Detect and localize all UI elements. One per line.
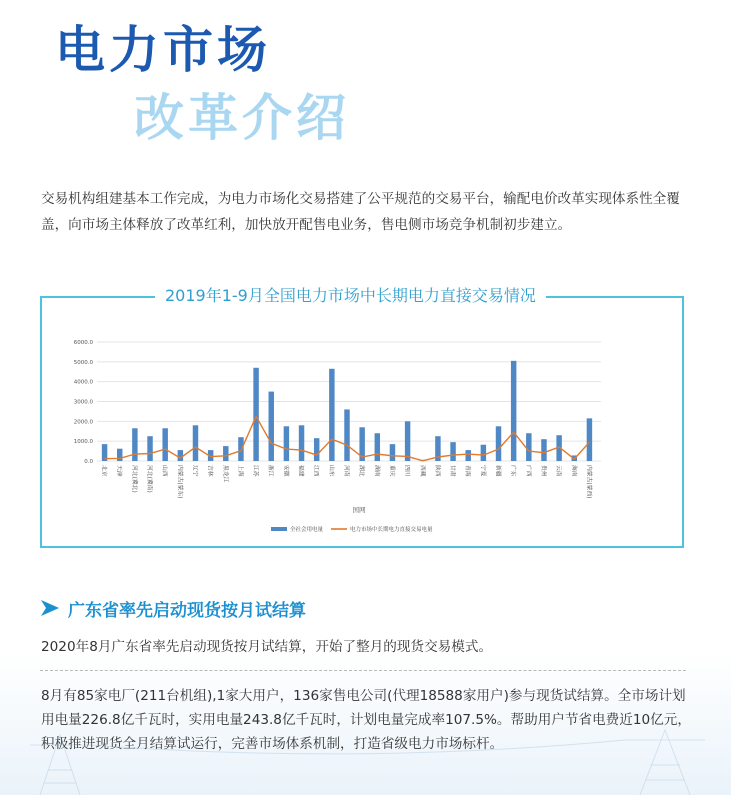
x-tick-label: 黑龙江 [221,465,228,483]
bar [465,450,470,461]
bar [481,445,486,461]
bar [132,428,137,461]
bar [147,436,152,461]
bar [253,368,258,461]
x-tick-label: 河北(冀北) [130,465,137,493]
bar [511,361,516,461]
x-tick-label: 吉林 [206,465,213,477]
bar [162,428,167,461]
x-tick-label: 安徽 [282,465,289,477]
bar [587,418,592,461]
x-tick-label: 广西 [524,465,531,477]
x-tick-label: 浙江 [267,465,274,477]
bar [117,449,122,461]
x-tick-label: 四川 [403,465,410,477]
bar [299,425,304,461]
x-tick-label: 山西 [161,465,168,477]
bar [223,446,228,461]
x-tick-label: 陕西 [433,465,440,477]
x-tick-label: 贵州 [539,465,546,477]
chevron-right-icon [40,599,60,617]
section-header [40,596,306,620]
bar [344,409,349,461]
bar [314,438,319,461]
legend-swatch-bar [271,527,287,531]
x-tick-label: 河北(冀南) [146,465,153,493]
x-tick-label: 内蒙古(蒙东) [176,465,183,499]
x-tick-label: 江西 [312,465,319,477]
bar [496,426,501,461]
legend-label: 电力市场中长期电力直接交易电量 [350,527,433,533]
x-tick-label: 江苏 [252,465,259,477]
x-tick-label: 辽宁 [191,465,198,477]
bar [269,392,274,461]
x-tick-label: 湖北 [358,465,365,477]
chart-title: 2019年1-9月全国电力市场中长期电力直接交易情况 [155,286,546,306]
y-tick-label: 0.0 [84,459,93,465]
x-tick-label: 山东 [327,465,334,477]
x-tick-label: 湖南 [373,465,380,477]
x-tick-label: 宁夏 [479,465,486,477]
section-title: 广东省率先启动现货按月试结算 [68,600,306,621]
intro-paragraph: 交易机构组建基本工作完成，为电力市场化交易搭建了公平规范的交易平台，输配电价改革实现体系性全覆盖，向市场主体释放了改革红利，加快放开配售电业务，售电侧市场竞争机制初步建立。 [41,191,680,233]
x-tick-label: 海南 [570,465,577,477]
section-paragraph-1: 2020年8月广东省率先启动现货按月试结算，开始了整月的现货交易模式。 [41,639,493,655]
x-tick-label: 重庆 [388,465,395,477]
bar [541,439,546,461]
y-tick-label: 5000.0 [73,359,93,366]
dashed-divider [40,670,686,671]
y-tick-label: 1000.0 [73,439,93,446]
bar [193,425,198,461]
bar [526,433,531,461]
x-tick-label: 甘肃 [449,465,456,477]
x-tick-label: 福建 [297,465,304,477]
x-tick-label: 云南 [555,465,562,477]
bar [284,426,289,461]
bar [329,369,334,461]
y-tick-label: 4000.0 [73,379,93,386]
section-paragraph-2: 8月有85家电厂(211台机组),1家大用户，136家售电公司(代理18588家用户)参与现货试结算。全市场计划用电量226.8亿千瓦时，实用电量243.8亿千瓦时，计划电量完成率107.5%。帮助用户节省电费近10亿元，积极推进现货全月结算试运行，完善市场体系机制，打造省级电力市场标杆。 [41,688,691,752]
y-tick-label: 3000.0 [73,399,93,406]
x-tick-label: 北京 [100,465,107,477]
bar [375,433,380,461]
page-title-line2: 改革介绍 [134,89,350,147]
legend-label: 全社会用电量 [290,527,324,533]
pylon-background-decoration [0,725,731,795]
y-tick-label: 6000.0 [73,340,93,346]
trade-chart [42,320,682,545]
bar [405,421,410,461]
y-tick-label: 2000.0 [73,419,93,426]
page-title-line1: 电力市场 [55,21,271,79]
x-axis-label: 国网 [352,506,366,514]
x-tick-label: 广东 [509,465,516,477]
bar [178,450,183,461]
x-tick-label: 新疆 [494,465,501,477]
x-tick-label: 青海 [464,465,471,477]
bar [450,442,455,461]
x-tick-label: 西藏 [418,465,425,477]
x-tick-label: 河南 [343,465,349,477]
x-tick-label: 天津 [115,465,122,477]
x-tick-label: 上海 [236,465,243,477]
x-tick-label: 内蒙古(蒙西) [585,465,592,499]
bar [390,444,395,461]
